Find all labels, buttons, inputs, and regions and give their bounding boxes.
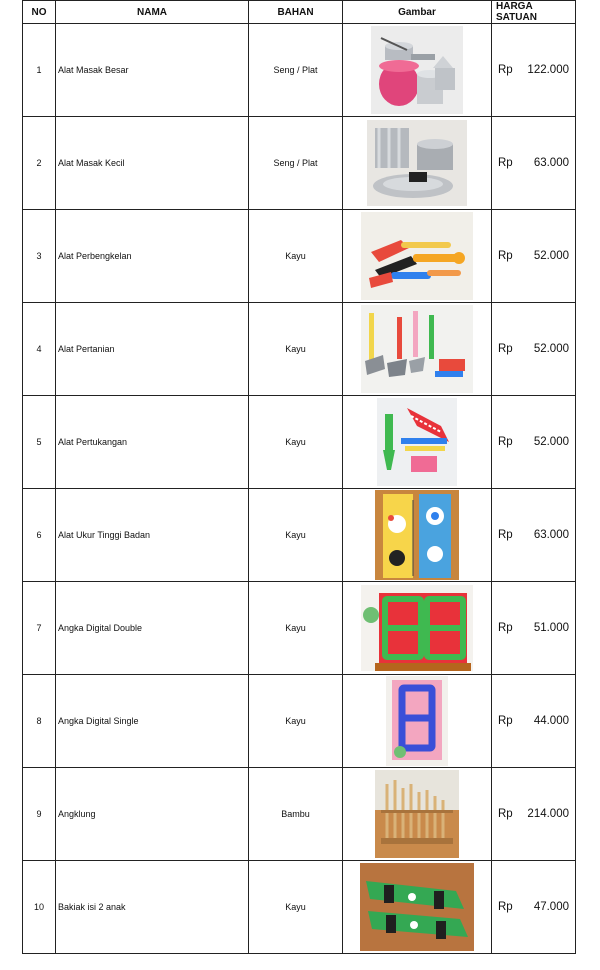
- cookware-large-image: [371, 26, 463, 114]
- row-no: 1: [23, 24, 56, 117]
- header-harga-line1: HARGA: [496, 1, 533, 12]
- height-ruler-image: [375, 490, 459, 580]
- row-bahan: Kayu: [249, 861, 343, 954]
- row-nama: Alat Ukur Tinggi Badan: [56, 489, 249, 582]
- table-row: [23, 24, 576, 117]
- row-harga: [492, 489, 576, 582]
- price-value: 44.000: [533, 715, 569, 727]
- price-currency: Rp: [498, 622, 513, 634]
- row-no: 4: [23, 303, 56, 396]
- row-harga: [492, 768, 576, 861]
- price-currency: Rp: [498, 436, 513, 448]
- row-harga: [492, 210, 576, 303]
- row-harga: [492, 582, 576, 675]
- product-table: [22, 0, 576, 954]
- bakiak-image: [360, 863, 474, 951]
- header-harga-satuan: [492, 1, 576, 24]
- table-row: [23, 582, 576, 675]
- table-row: [23, 117, 576, 210]
- row-harga: [492, 396, 576, 489]
- row-bahan: Kayu: [249, 675, 343, 768]
- row-bahan: Kayu: [249, 582, 343, 675]
- table-row: [23, 861, 576, 954]
- angklung-image: [375, 770, 459, 858]
- table-row: [23, 768, 576, 861]
- header-row: [23, 1, 576, 24]
- price-value: 52.000: [533, 436, 569, 448]
- row-nama: Angka Digital Single: [56, 675, 249, 768]
- price-value: 52.000: [533, 343, 569, 355]
- row-nama: Alat Perbengkelan: [56, 210, 249, 303]
- price-value: 52.000: [533, 250, 569, 262]
- header-harga-line2: SATUAN: [496, 12, 537, 23]
- row-harga: [492, 675, 576, 768]
- price-currency: Rp: [498, 64, 513, 76]
- price-value: 51.000: [533, 622, 569, 634]
- price-currency: Rp: [498, 250, 513, 262]
- price-value: 47.000: [533, 901, 569, 913]
- row-nama: Alat Masak Kecil: [56, 117, 249, 210]
- row-nama: Alat Pertanian: [56, 303, 249, 396]
- row-nama: Bakiak isi 2 anak: [56, 861, 249, 954]
- row-no: 8: [23, 675, 56, 768]
- row-no: 3: [23, 210, 56, 303]
- table-row: [23, 675, 576, 768]
- price-value: 122.000: [527, 64, 569, 76]
- row-gambar: [343, 24, 492, 117]
- row-no: 5: [23, 396, 56, 489]
- row-bahan: Kayu: [249, 303, 343, 396]
- table-row: [23, 489, 576, 582]
- header-bahan: BAHAN: [249, 1, 343, 24]
- row-nama: Angklung: [56, 768, 249, 861]
- row-bahan: Kayu: [249, 396, 343, 489]
- row-gambar: [343, 582, 492, 675]
- header-gambar: Gambar: [343, 1, 492, 24]
- row-gambar: [343, 396, 492, 489]
- price-currency: Rp: [498, 901, 513, 913]
- row-bahan: Bambu: [249, 768, 343, 861]
- row-no: 7: [23, 582, 56, 675]
- farming-tools-image: [361, 305, 473, 393]
- workshop-tools-image: [361, 212, 473, 300]
- price-value: 63.000: [533, 157, 569, 169]
- digital-number-double-image: [361, 585, 473, 671]
- price-value: 63.000: [533, 529, 569, 541]
- row-harga: [492, 117, 576, 210]
- row-no: 10: [23, 861, 56, 954]
- row-no: 2: [23, 117, 56, 210]
- table-row: [23, 210, 576, 303]
- row-nama: Alat Pertukangan: [56, 396, 249, 489]
- price-currency: Rp: [498, 529, 513, 541]
- price-value: 214.000: [527, 808, 569, 820]
- row-bahan: Seng / Plat: [249, 117, 343, 210]
- row-gambar: [343, 675, 492, 768]
- row-no: 9: [23, 768, 56, 861]
- header-no: NO: [23, 1, 56, 24]
- row-nama: Alat Masak Besar: [56, 24, 249, 117]
- row-bahan: Kayu: [249, 210, 343, 303]
- row-harga: [492, 303, 576, 396]
- row-gambar: [343, 303, 492, 396]
- price-currency: Rp: [498, 343, 513, 355]
- row-gambar: [343, 117, 492, 210]
- price-currency: Rp: [498, 715, 513, 727]
- carpentry-tools-image: [377, 398, 457, 486]
- row-gambar: [343, 210, 492, 303]
- cookware-small-image: [367, 120, 467, 206]
- row-bahan: Seng / Plat: [249, 24, 343, 117]
- row-nama: Angka Digital Double: [56, 582, 249, 675]
- row-gambar: [343, 768, 492, 861]
- table-row: [23, 303, 576, 396]
- table-row: [23, 396, 576, 489]
- row-harga: [492, 861, 576, 954]
- row-no: 6: [23, 489, 56, 582]
- row-bahan: Kayu: [249, 489, 343, 582]
- row-harga: [492, 24, 576, 117]
- price-currency: Rp: [498, 808, 513, 820]
- header-nama: NAMA: [56, 1, 249, 24]
- row-gambar: [343, 861, 492, 954]
- row-gambar: [343, 489, 492, 582]
- digital-number-single-image: [386, 676, 448, 766]
- price-currency: Rp: [498, 157, 513, 169]
